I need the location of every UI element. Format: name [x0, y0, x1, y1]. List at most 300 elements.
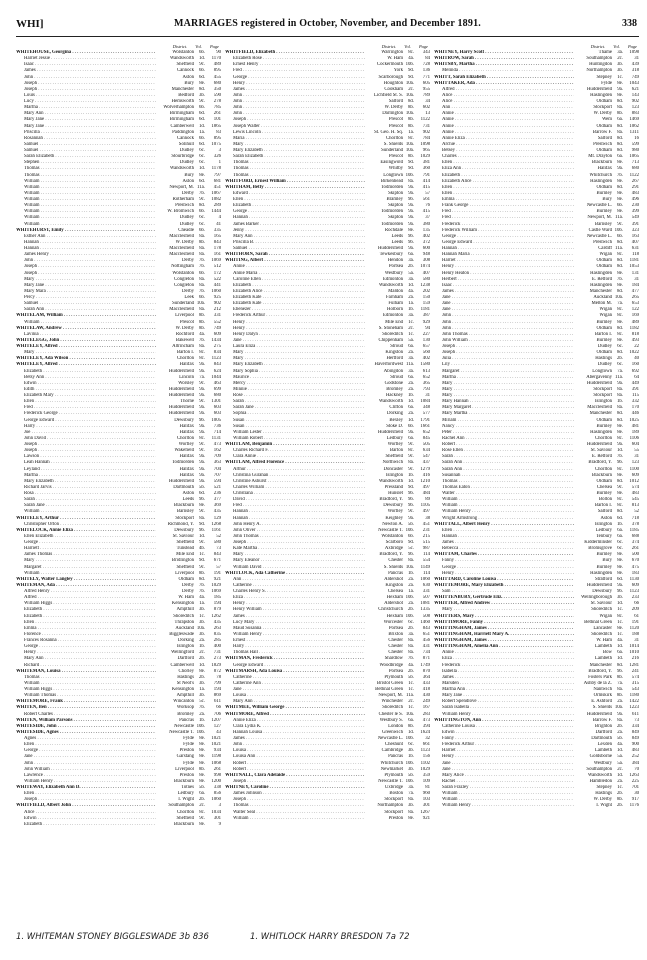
- entry-volume: 6a.: [199, 791, 205, 797]
- entry-volume: 1c.: [408, 331, 414, 337]
- entry-district: Newport, M.: [587, 215, 612, 221]
- entry-volume: 9c.: [199, 815, 205, 821]
- entry-volume: 10a.: [196, 625, 205, 631]
- entry-district: Newcastle L.: [586, 233, 612, 239]
- entry-volume: 10a.: [405, 111, 414, 117]
- entry-volume: 2b.: [408, 668, 414, 674]
- entry-page: 365: [422, 380, 430, 386]
- entry-volume: 1c.: [408, 319, 414, 325]
- entry-volume: 9a.: [408, 429, 414, 435]
- entry-page: 634: [422, 448, 430, 454]
- entry-name: WHITELEY, Arthur . . .: [16, 516, 156, 522]
- entry-district: Islington: [594, 399, 612, 405]
- entry-district: Solihull: [178, 141, 194, 147]
- entry-district: Auckland: [175, 625, 194, 631]
- entry-page: 38: [425, 515, 430, 521]
- entry-name: Wright Armstrong . . .: [434, 516, 574, 522]
- entry-page: 652: [422, 429, 430, 435]
- entry-name: Robert . . .: [225, 767, 365, 773]
- entry-page: 315: [631, 680, 639, 686]
- entry-district: Cannock: [176, 135, 194, 141]
- entry-name: Ellen . . .: [16, 620, 156, 626]
- entry-name: Sarah Ann . . .: [434, 460, 574, 466]
- entry-volume: 10a.: [405, 711, 414, 717]
- entry-page: 1098: [420, 141, 430, 147]
- entry-page: 130: [422, 337, 430, 343]
- entry-volume: 8d.: [617, 141, 623, 147]
- entry-page: 671: [213, 558, 221, 564]
- entry-district: Islington: [176, 644, 194, 650]
- entry-district: Goldsborne: [589, 754, 612, 760]
- entry-name: John Thomas . . .: [434, 332, 574, 338]
- entry-page: 611: [631, 711, 639, 717]
- entry-page: 1012: [629, 478, 639, 484]
- entry-volume: 8e.: [617, 190, 623, 196]
- entry-volume: 10a.: [614, 705, 623, 711]
- entry-page: 1060: [211, 797, 221, 803]
- entry-name: WHITELEY, Alfred . . .: [16, 362, 156, 368]
- entry-name: Emma . . .: [434, 197, 574, 203]
- entry-name: Caroline Ellen . . .: [225, 277, 365, 283]
- entry-page: 414: [422, 178, 430, 184]
- entry-name: Catherine Louisa . . .: [434, 724, 574, 730]
- entry-name: WHITFIELD, Elizabeth . . .: [225, 50, 365, 56]
- entry-volume: 8e.: [408, 815, 414, 821]
- entry-page: 435: [213, 509, 221, 515]
- entry-name: WHITLOCK, Ada Catherine . . .: [225, 571, 365, 577]
- entry-page: 183: [631, 570, 639, 576]
- entry-name: WHITNEY, Caroline . . .: [225, 785, 365, 791]
- entry-page: 377: [213, 497, 221, 503]
- entry-district: Mile End: [385, 319, 403, 325]
- entry-district: W. Derby: [593, 797, 612, 803]
- entry-volume: 6c.: [199, 221, 205, 227]
- entry-district: Edmonton: [383, 276, 403, 282]
- entry-district: Stourbridge: [171, 154, 194, 160]
- entry-district: Fulham: [388, 301, 403, 307]
- entry-name: Thomas . . .: [16, 675, 156, 681]
- entry-volume: 8e.: [617, 570, 623, 576]
- entry-volume: 2a.: [408, 350, 414, 356]
- entry-page: 387: [422, 313, 430, 319]
- entry-district: Westbury S.: [379, 717, 403, 723]
- entry-name: Elizabeth Rose . . .: [225, 56, 365, 62]
- entry-name: Richard . . .: [16, 663, 156, 669]
- entry-page: 1749: [420, 662, 430, 668]
- entry-district: Burnley: [596, 190, 612, 196]
- index-entry: [16, 822, 221, 828]
- entry-page: 681: [213, 178, 221, 184]
- entry-page: 1081: [420, 601, 430, 607]
- entry-district: Northampton: [377, 803, 403, 809]
- entry-district: Lambeth: [594, 656, 612, 662]
- entry-district: Farnham: [385, 295, 403, 300]
- entry-name: Samuel . . .: [16, 301, 156, 307]
- entry-page: 1069: [211, 258, 221, 264]
- entry-name: Betsy Ann . . .: [16, 375, 156, 381]
- entry-district: Hastings: [595, 791, 612, 797]
- entry-page: 1102: [420, 760, 430, 766]
- entry-district: Northampton: [586, 68, 612, 74]
- entry-district: Kidderminster: [584, 540, 612, 545]
- entry-volume: 1d.: [199, 662, 205, 668]
- entry-volume: 9c.: [199, 197, 205, 202]
- entry-name: Joseph . . .: [225, 779, 365, 785]
- entry-volume: 8c.: [199, 435, 205, 441]
- entry-volume: 3a.: [408, 356, 414, 362]
- entry-page: 391: [631, 386, 639, 392]
- entry-volume: 6c.: [199, 160, 205, 166]
- entry-page: 574: [631, 674, 639, 680]
- entry-page: 718: [631, 515, 639, 521]
- entry-name: Arthur . . .: [225, 467, 365, 473]
- entry-volume: 2a.: [408, 295, 414, 300]
- entry-name: Sam . . .: [434, 589, 574, 595]
- entry-page: 489: [213, 62, 221, 68]
- entry-page: 872: [213, 668, 221, 674]
- entry-district: Pancras: [388, 754, 403, 760]
- entry-district: Ormskirk: [593, 693, 612, 699]
- entry-volume: 8d.: [617, 239, 623, 245]
- entry-volume: 9b.: [408, 197, 414, 202]
- entry-district: Easingwold: [380, 160, 403, 166]
- entry-page: 178: [213, 246, 221, 251]
- entry-page: 363: [213, 460, 221, 466]
- entry-volume: 4a.: [617, 638, 623, 643]
- entry-name: Mary . . .: [434, 387, 574, 393]
- entry-volume: 8a.: [408, 809, 414, 815]
- entry-volume: 9b.: [408, 239, 414, 245]
- entry-district: Newton A.: [382, 521, 403, 527]
- entry-page: 1021: [211, 742, 221, 748]
- entry-volume: 6b.: [617, 233, 623, 239]
- entry-district: Mt. Drayton: [588, 154, 612, 160]
- entry-district: Wem: [601, 117, 612, 123]
- entry-volume: 2b.: [617, 803, 623, 809]
- entry-name: Joseph . . .: [16, 264, 156, 270]
- entry-district: Ledbury: [177, 791, 194, 797]
- entry-name: William Henry . . .: [434, 712, 574, 718]
- entry-name: Edwin . . .: [16, 381, 156, 387]
- entry-volume: 9a.: [199, 368, 205, 374]
- entry-district: Abergavenny: [586, 374, 612, 380]
- entry-name: Mary Ann . . .: [225, 699, 365, 705]
- entry-district: Lichfield St. S.: [373, 92, 403, 98]
- entry-name: Fred . . .: [225, 503, 365, 509]
- entry-name: Mary Elizabeth . . .: [225, 362, 365, 368]
- entry-page: 212: [213, 307, 221, 313]
- entry-page: 869: [213, 693, 221, 699]
- entry-page: 191: [631, 619, 639, 625]
- entry-district: Prescot: [388, 123, 403, 129]
- entry-page: 651: [422, 631, 430, 637]
- entry-name: William Henry . . .: [16, 779, 156, 785]
- entry-page: 680: [631, 166, 639, 172]
- entry-volume: 3a.: [408, 368, 414, 374]
- entry-district: Newcastle T.: [378, 778, 403, 784]
- entry-page: 1060: [420, 576, 430, 582]
- entry-name: WHITEN, Ben . . .: [16, 705, 156, 711]
- entry-page: 167: [422, 705, 430, 711]
- entry-name: WHITHAM, Betty . . .: [225, 185, 365, 191]
- entry-volume: 8a.: [617, 129, 623, 135]
- entry-volume: 9c.: [199, 448, 205, 454]
- entry-page: 52: [216, 533, 221, 539]
- entry-page: 473: [422, 717, 430, 723]
- entry-page: 343: [422, 50, 430, 55]
- entry-name: John . . .: [16, 75, 156, 81]
- entry-district: Hexham: [386, 613, 403, 619]
- entry-volume: 5a.: [408, 337, 414, 343]
- entry-name: WHITEHOUSE, Georgina . . .: [16, 50, 156, 56]
- entry-volume: 11a.: [406, 362, 414, 368]
- entry-name: Mary . . .: [434, 381, 574, 387]
- entry-district: Fylde: [183, 760, 194, 766]
- entry-district: Wortley: [178, 442, 194, 447]
- entry-name: Esther Ann . . .: [16, 234, 156, 240]
- entry-district: Kingston: [385, 582, 403, 588]
- entry-page: 714: [213, 429, 221, 435]
- entry-volume: 8b.: [199, 239, 205, 245]
- entry-list: [434, 50, 639, 810]
- entry-page: 1198: [211, 754, 221, 760]
- entry-name: Frederick . . .: [434, 222, 574, 228]
- entry-district: Manchester: [171, 86, 194, 92]
- entry-volume: 9a.: [199, 466, 205, 472]
- entry-volume: 6d.: [199, 117, 205, 123]
- entry-district: Boston: [389, 791, 403, 797]
- entry-district: Congleton: [174, 276, 194, 282]
- entry-district: Haslingden: [590, 429, 612, 435]
- entry-volume: 2b.: [408, 625, 414, 631]
- entry-volume: 6b.: [199, 135, 205, 141]
- entry-district: Bakewell: [175, 337, 194, 343]
- entry-volume: 7b.: [199, 288, 205, 294]
- entry-name: James . . .: [225, 87, 365, 93]
- entry-district: Pressland: [384, 484, 403, 490]
- entry-page: 267: [631, 178, 639, 184]
- entry-volume: 6c.: [617, 546, 623, 552]
- entry-volume: 1c.: [199, 552, 205, 558]
- entry-page: 791: [422, 172, 430, 178]
- entry-volume: 9c.: [199, 99, 205, 104]
- entry-name: Mary Ann . . .: [16, 111, 156, 117]
- entry-page: 483: [631, 190, 639, 196]
- entry-volume: 9a.: [199, 429, 205, 435]
- entry-page: 188: [631, 631, 639, 637]
- entry-volume: 6c.: [199, 148, 205, 153]
- entry-name: Mary Hannah . . .: [434, 399, 574, 405]
- entry-district: W. Bromwich: [167, 209, 194, 215]
- entry-volume: 6a.: [617, 533, 623, 539]
- entry-volume: 8b.: [408, 123, 414, 129]
- entry-volume: 11a.: [615, 374, 623, 380]
- entry-name: William . . .: [16, 179, 156, 185]
- entry-page: 921: [213, 576, 221, 582]
- entry-volume: 6d.: [199, 74, 205, 80]
- entry-district: Oldham: [596, 258, 612, 264]
- entry-volume: 8b.: [199, 766, 205, 772]
- entry-district: Leeds: [391, 239, 403, 245]
- entry-page: 1034: [211, 809, 221, 815]
- entry-page: 123: [631, 105, 639, 111]
- entry-page: 1434: [211, 337, 221, 343]
- entry-name: George . . .: [16, 644, 156, 650]
- page-title: MARRIAGES registered in October, November, and December 1891.: [174, 18, 481, 29]
- entry-volume: 8b.: [199, 313, 205, 319]
- entry-page: 657: [422, 344, 430, 349]
- entry-district: Westbury: [593, 760, 612, 766]
- entry-page: 73: [216, 546, 221, 552]
- entry-name: Susan . . .: [225, 418, 365, 424]
- entry-page: 545: [631, 497, 639, 503]
- entry-name: Henry . . .: [434, 264, 574, 270]
- entry-page: 1122: [420, 117, 430, 123]
- entry-page: 84: [425, 56, 430, 62]
- entry-page: 870: [422, 668, 430, 674]
- entry-name: Maud Susanna . . .: [225, 626, 365, 632]
- entry-page: 165: [213, 233, 221, 239]
- entry-district: Macclesfield: [169, 233, 194, 239]
- vol-heading: Vol.: [613, 44, 620, 49]
- entry-name: Mary Ann . . .: [225, 234, 365, 240]
- entry-name: Lavinia . . .: [16, 332, 156, 338]
- entry-name: WHITT, Sarah Elizabeth . . .: [434, 75, 574, 81]
- entry-district: Huddersfield: [168, 368, 194, 374]
- entry-page: 9: [218, 821, 221, 827]
- entry-district: E. Ashford: [591, 699, 612, 705]
- entry-district: Fylde: [601, 80, 612, 86]
- entry-name: Archie . . .: [434, 142, 574, 148]
- entry-page: 285: [213, 638, 221, 643]
- entry-volume: 8e.: [617, 270, 623, 276]
- entry-name: William . . .: [16, 571, 156, 577]
- entry-volume: 8d.: [617, 184, 623, 190]
- entry-page: 521: [213, 484, 221, 490]
- entry-district: Ampthill: [176, 607, 194, 613]
- entry-volume: 6a.: [408, 252, 414, 258]
- entry-district: Haverfordwest: [374, 362, 403, 368]
- entry-district: Huddersfield: [586, 380, 612, 386]
- entry-district: Thorne: [180, 399, 194, 405]
- entry-name: Martha . . .: [16, 473, 156, 479]
- entry-district: Bury: [184, 80, 194, 86]
- entry-district: Blackburn: [592, 472, 612, 478]
- entry-page: 818: [631, 331, 639, 337]
- entry-district: Oldham: [596, 417, 612, 423]
- entry-district: Dudley: [179, 148, 194, 153]
- entry-district: Cheshunt: [384, 742, 403, 748]
- entry-page: 895: [213, 68, 221, 74]
- entry-page: 731: [422, 123, 430, 129]
- entry-page: 845: [422, 435, 430, 441]
- district-heading: District.: [381, 44, 397, 49]
- entry-name: WHITELOCK, Annie Eliza . . .: [16, 528, 156, 534]
- entry-page: 834: [213, 350, 221, 356]
- entry-volume: 7a.: [408, 791, 414, 797]
- entry-district: Oldham: [596, 184, 612, 190]
- entry-district: Todmorden: [380, 184, 403, 190]
- entry-district: Hastings: [595, 356, 612, 362]
- entry-volume: 8d.: [199, 576, 205, 582]
- entry-volume: 2c.: [617, 766, 623, 772]
- entry-volume: 6a.: [408, 374, 414, 380]
- entry-name: Henry Heaton . . .: [434, 271, 574, 277]
- entry-name: WHITELEY, Alfred . . .: [16, 344, 156, 350]
- entry-district: Longtown: [383, 172, 403, 178]
- entry-name: WHITING, Albert . . .: [225, 258, 365, 264]
- entry-volume: 9a.: [199, 411, 205, 417]
- entry-district: Todmorden: [380, 209, 403, 215]
- entry-name: Annie . . .: [225, 264, 365, 270]
- entry-page: 574: [631, 484, 639, 490]
- entry-page: 40: [634, 356, 639, 362]
- entry-list: [16, 50, 221, 828]
- entry-district: Chelsea: [387, 589, 403, 594]
- entry-volume: 1b.: [408, 754, 414, 760]
- entry-district: Birmingham: [169, 111, 194, 117]
- entry-page: 1865: [211, 123, 221, 129]
- entry-district: Leeds: [182, 497, 194, 503]
- entry-volume: 1a.: [408, 301, 414, 307]
- entry-volume: 8e.: [617, 552, 623, 558]
- entry-district: Barnsley: [594, 221, 612, 227]
- entry-district: Preston: [179, 748, 194, 754]
- entry-page: 481: [631, 423, 639, 429]
- handwritten-note: 1. WHITEMAN STONEY BIGGLESWADE 3b 836: [16, 932, 209, 942]
- entry-page: 879: [213, 607, 221, 613]
- entry-name: Mary . . .: [16, 277, 156, 283]
- entry-district: Stockport: [593, 105, 612, 111]
- entry-name: Elizabeth Kate . . .: [225, 301, 365, 307]
- entry-district: Chester: [388, 644, 403, 650]
- entry-volume: 1a.: [408, 129, 414, 135]
- entry-district: Whitchurch: [380, 760, 403, 766]
- entry-volume: 8d.: [408, 99, 414, 104]
- entry-name: Thomas . . .: [225, 160, 365, 166]
- entry-page: 902: [213, 301, 221, 307]
- entry-name: Florence . . .: [16, 632, 156, 638]
- entry-volume: 3a.: [408, 276, 414, 282]
- entry-name: Ellen . . .: [16, 742, 156, 748]
- entry-page: 415: [422, 184, 430, 190]
- entry-page: 308: [422, 258, 430, 264]
- entry-name: Ellen . . .: [225, 197, 365, 203]
- entry-page: 31: [425, 393, 430, 398]
- entry-page: 1130: [629, 576, 639, 582]
- entry-name: William Higgs . . .: [16, 687, 156, 693]
- entry-district: Keighley: [385, 515, 403, 521]
- entry-district: Liverpool: [175, 570, 194, 576]
- entry-name: Jenny . . .: [225, 228, 365, 234]
- running-head: WHI]: [16, 18, 44, 30]
- entry-page: 895: [213, 135, 221, 141]
- entry-page: 439: [631, 62, 639, 68]
- entry-volume: 1b.: [408, 472, 414, 478]
- entry-district: Cookham: [384, 86, 403, 92]
- entry-page: 1422: [629, 699, 639, 705]
- entry-page: 849: [631, 729, 639, 735]
- entry-name: Hannah . . .: [225, 215, 365, 221]
- entry-page: 378: [631, 521, 639, 527]
- entry-page: 1624: [420, 729, 430, 735]
- entry-name: WHITHORN, Sarah . . .: [225, 252, 365, 258]
- entry-volume: 8c.: [617, 503, 623, 509]
- entry-name: John Thomas . . .: [225, 534, 365, 540]
- entry-district: Wincanton: [173, 699, 194, 705]
- entry-district: Sheffield: [176, 564, 194, 570]
- entry-page: 843: [213, 362, 221, 368]
